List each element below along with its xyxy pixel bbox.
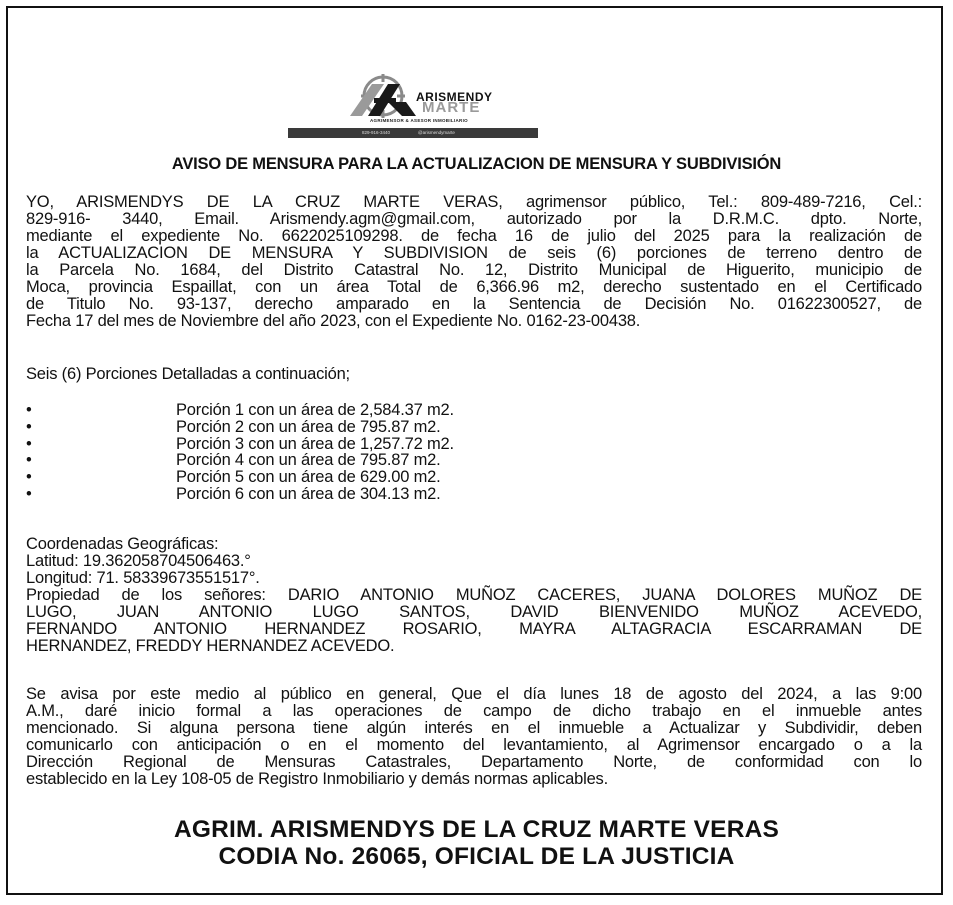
intro-line: YO, ARISMENDYS DE LA CRUZ MARTE VERAS, agrimensor público, Tel.: 809-489-7216, Cel.: xyxy=(26,193,922,211)
bullet-icon: • xyxy=(26,401,32,419)
coordinates-block xyxy=(26,536,922,587)
signature-codia: CODIA No. 26065, OFICIAL DE LA JUSTICIA xyxy=(218,843,735,870)
portion-item xyxy=(26,486,626,503)
logo-phone: 829-916-3440 xyxy=(362,130,391,135)
intro-line: de Titulo No. 93-137, derecho amparado en la Sentencia de Decisión No. 01622300527, de xyxy=(26,295,922,313)
intro-line: Moca, provincia Espaillat, con un área Total de 6,366.96 m2, derecho sustentado en el Certificado xyxy=(26,278,922,296)
portion-text: Porción 1 con un área de 2,584.37 m2. xyxy=(176,401,454,419)
portion-text: Porción 3 con un área de 1,257.72 m2. xyxy=(176,434,454,453)
owners-line: FERNANDO ANTONIO HERNANDEZ ROSARIO, MAYRA ALTAGRACIA ESCARRAMAN DE xyxy=(26,620,922,638)
notice-line: Se avisa por este medio al público en general, Que el día lunes 18 de agosto del 2024, a las 9:00 xyxy=(26,685,922,703)
intro-paragraph xyxy=(26,194,922,330)
notice-paragraph xyxy=(26,686,922,788)
company-logo xyxy=(288,72,538,138)
bullet-icon: • xyxy=(26,484,32,503)
owners-line: Propiedad de los señores: DARIO ANTONIO MUÑOZ CACERES, JUANA DOLORES MUÑOZ DE xyxy=(26,586,922,604)
bullet-icon: • xyxy=(26,451,32,470)
portion-item xyxy=(26,419,626,436)
portion-item xyxy=(26,469,626,486)
longitude-value: Longitud: 71. 58339673551517°. xyxy=(26,569,260,587)
notice-line: comunicarlo con anticipación o en el momento del levantamiento, al Agrimensor encargado o a la xyxy=(26,736,922,754)
intro-line: la ACTUALIZACION DE MENSURA Y SUBDIVISION de seis (6) porciones de terreno dentro de xyxy=(26,244,922,262)
intro-line: la Parcela No. 1684, del Distrito Catastral No. 12, Distrito Municipal de Higuerito, municipio de xyxy=(26,261,922,279)
intro-line: Fecha 17 del mes de Noviembre del año 2023, con el Expediente No. 0162-23-00438. xyxy=(26,312,641,330)
notice-line: establecido en la Ley 108-05 de Registro Inmobiliario y demás normas aplicables. xyxy=(26,770,608,788)
owners-paragraph xyxy=(26,587,922,655)
portion-text: Porción 5 con un área de 629.00 m2. xyxy=(176,468,441,487)
logo-tagline: AGRIMENSOR & ASESOR INMOBILIARIO xyxy=(370,118,468,123)
notice-title: AVISO DE MENSURA PARA LA ACTUALIZACION DE MENSURA Y SUBDIVISIÓN xyxy=(171,155,782,173)
portions-heading: Seis (6) Porciones Detalladas a continuación; xyxy=(26,365,350,383)
coordinates-heading: Coordenadas Geográficas: xyxy=(26,535,219,553)
logo-brand-name: ARISMENDY xyxy=(416,90,493,104)
owners-line: LUGO, JUAN ANTONIO LUGO SANTOS, DAVID BIENVENIDO MUÑOZ ACEVEDO, xyxy=(26,603,922,621)
intro-line: mediante el expediente No. 6622025109298. de fecha 16 de julio del 2025 para la realización de xyxy=(26,227,922,245)
notice-line: Dirección Regional de Mensuras Catastrales, Departamento Norte, de conformidad con lo xyxy=(26,753,922,771)
portion-item xyxy=(26,436,626,453)
portions-list xyxy=(26,402,626,503)
notice-line: A.M., daré inicio formal a las operaciones de campo de dicho trabajo en el inmueble antes xyxy=(26,702,922,720)
portion-text: Porción 2 con un área de 795.87 m2. xyxy=(176,417,441,436)
bullet-icon: • xyxy=(26,434,32,453)
intro-line: 829-916- 3440, Email. Arismendy.agm@gmail.com, autorizado por la D.R.M.C. dpto. Norte, xyxy=(26,210,922,228)
logo-contact-bar xyxy=(288,128,538,138)
logo-brand-surname: MARTE xyxy=(422,99,481,116)
portion-item xyxy=(26,452,626,469)
bullet-icon: • xyxy=(26,468,32,487)
portion-text: Porción 4 con un área de 795.87 m2. xyxy=(176,451,441,470)
portion-item xyxy=(26,402,626,419)
notice-line: mencionado. Si alguna persona tiene algún interés en el inmueble a Actualizar y Subdividir, deben xyxy=(26,719,922,737)
portion-text: Porción 6 con un área de 304.13 m2. xyxy=(176,484,441,503)
logo-social-handle: @arismendymarte xyxy=(418,130,455,135)
latitude-value: Latitud: 19.362058704506463.° xyxy=(26,552,251,570)
signature-name: AGRIM. ARISMENDYS DE LA CRUZ MARTE VERAS xyxy=(173,816,780,843)
owners-line: HERNANDEZ, FREDDY HERNANDEZ ACEVEDO. xyxy=(26,637,395,655)
bullet-icon: • xyxy=(26,417,32,436)
